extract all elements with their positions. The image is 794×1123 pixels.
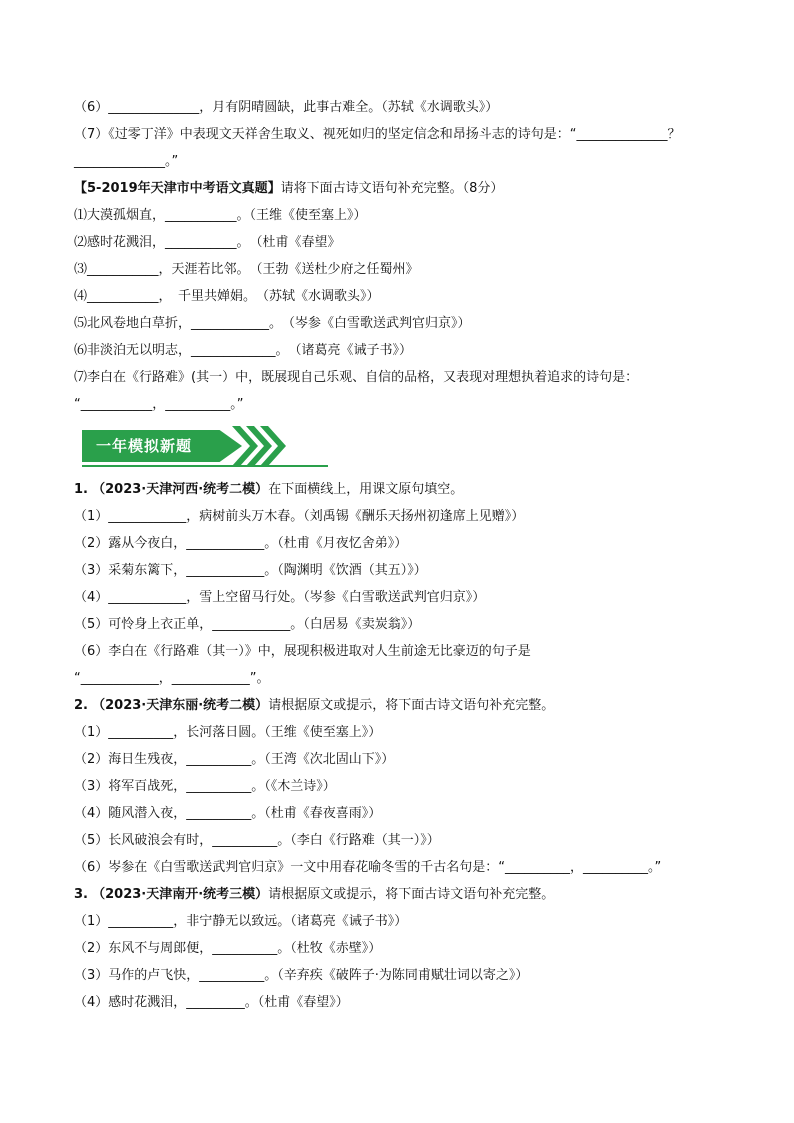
fill-line: ⑶___________，天涯若比邻。 （王勃《送杜少府之任蜀州》 [74,262,419,277]
fill-line: （7）《过零丁洋》中表现文天祥舍生取义、视死如归的坚定信念和昂扬斗志的诗句是：“______________？ [74,127,681,142]
fill-line: （6）李白在《行路难（其一）》中，展现积极进取对人生前途无比豪迈的句子是 [74,644,531,659]
question-number: 3. [74,887,88,902]
fill-line: （6）______________，月有阴晴圆缺，此事古难全。（苏轼《水调歌头》） [74,100,499,115]
exam-tag: 【5-2019年天津市中考语文真题】 [74,181,281,196]
fill-line: （5）可怜身上衣正单，____________。（白居易《卖炭翁》） [74,617,421,632]
section-title: 一年模拟新题 [96,437,193,455]
question-number: 1. [74,482,88,497]
exam-instruction: 请将下面古诗文语句补充完整。（8分） [280,181,504,196]
fill-line: ⑸北风卷地白草折，____________。 （岑参《白雪歌送武判官归京》） [74,316,471,331]
question-source: （2023·天津河西·统考二模） [92,482,269,497]
fill-line: （1）__________，非宁静无以致远。（诸葛亮《诫子书》） [74,914,408,929]
fill-line: ______________。” [74,154,179,169]
fill-line: （4）随风潜入夜，__________。（杜甫《春夜喜雨》） [74,806,382,821]
section-underline [82,465,328,467]
question-instruction: 请根据原文或提示，将下面古诗文语句补充完整。 [268,887,555,902]
fill-line: ⑴大漠孤烟直，___________。（王维《使至塞上》） [74,208,367,223]
exam-2019-header [74,175,734,202]
question-source: （2023·天津南开·统考三模） [92,887,269,902]
question-instruction: 在下面横线上，用课文原句填空。 [268,482,464,497]
document-content [74,94,734,1016]
fill-line: ⑹非淡泊无以明志，_____________。 （诸葛亮《诫子书》） [74,343,413,358]
question-instruction: 请根据原文或提示，将下面古诗文语句补充完整。 [268,698,555,713]
fill-line: （3）采菊东篱下，____________。（陶渊明《饮酒（其五）》） [74,563,427,578]
fill-line: （1）__________，长河落日圆。（王维《使至塞上》） [74,725,382,740]
fill-line: （3）将军百战死，__________。（《木兰诗》） [74,779,336,794]
section-banner [74,422,734,470]
fill-line: （6）岑参在《白雪歌送武判官归京》一文中用春花喻冬雪的千古名句是：“__________，__________。” [74,860,662,875]
fill-line: （4）感时花溅泪，_________。（杜甫《春望》） [74,995,349,1010]
question-number: 2. [74,698,88,713]
banner-stripes-icon [224,426,294,466]
fill-line: ⑷___________， 千里共婵娟。 （苏轼《水调歌头》） [74,289,380,304]
fill-line: （2）东风不与周郎便，__________。（杜牧《赤壁》） [74,941,382,956]
question-source: （2023·天津东丽·统考二模） [92,698,269,713]
fill-line: （1）____________，病树前头万木春。（刘禹锡《酬乐天扬州初逢席上见赠》） [74,509,525,524]
fill-line: （3）马作的卢飞快，__________。（辛弃疾《破阵子·为陈同甫赋壮词以寄之》） [74,968,529,983]
question-header [74,692,734,719]
fill-line: （2）露从今夜白，____________。（杜甫《月夜忆舍弟》） [74,536,408,551]
fill-line: ⑵感时花溅泪，___________。 （杜甫《春望》 [74,235,341,250]
fill-line: （4）____________，雪上空留马行处。（岑参《白雪歌送武判官归京》） [74,590,486,605]
fill-line: ⑺李白在《行路难》(其一）中，既展现自己乐观、自信的品格，又表现对理想执着追求的诗句是： [74,370,639,385]
question-header [74,881,734,908]
fill-line: （5）长风破浪会有时，__________。（李白《行路难（其一）》） [74,833,440,848]
fill-line: “____________，____________”。 [74,671,270,686]
question-header [74,476,734,503]
fill-line: （2）海日生残夜，__________。（王湾《次北固山下》） [74,752,395,767]
fill-line: “___________，__________。” [74,397,244,412]
